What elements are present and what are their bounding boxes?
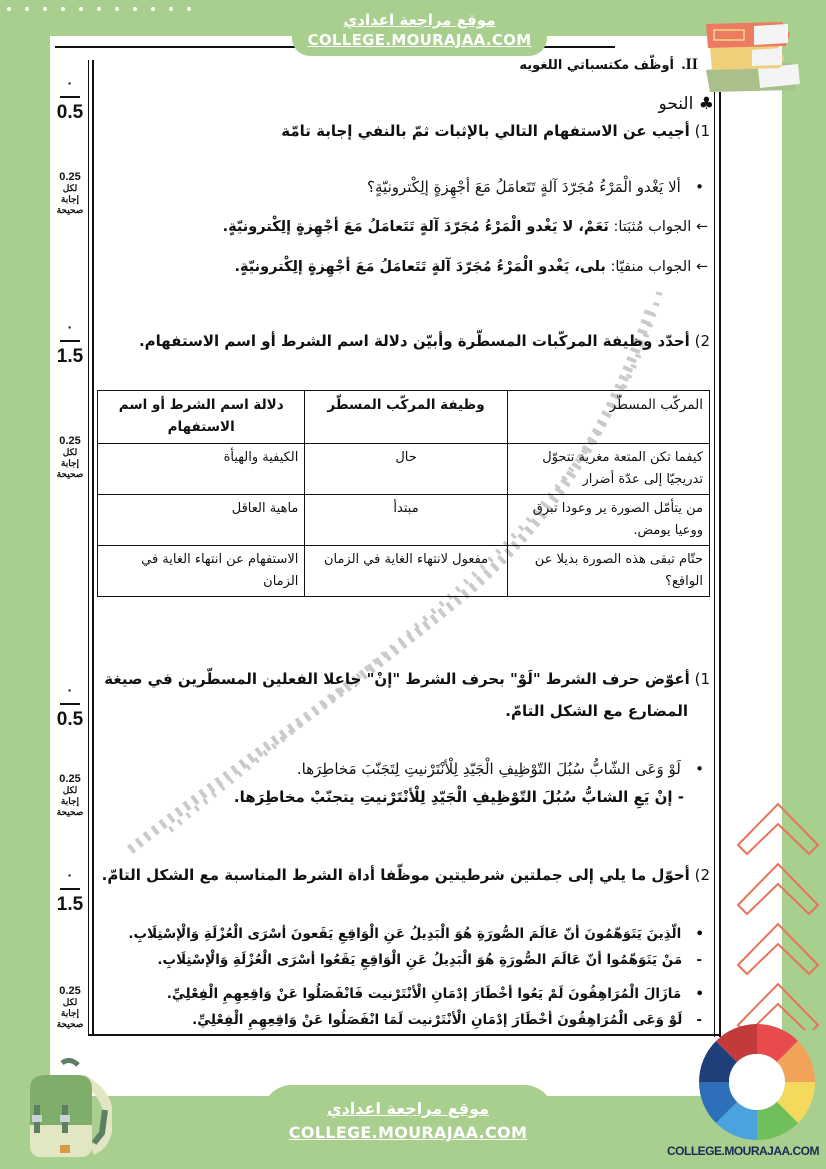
q1-instruction bbox=[281, 122, 710, 140]
score-box-4 bbox=[52, 867, 88, 916]
right-border bbox=[714, 92, 715, 1037]
header-meaning: دلالة اسم الشرط أو اسم الاستفهام bbox=[98, 391, 305, 444]
site-banner-top[interactable] bbox=[292, 4, 547, 56]
education-wheel-logo-icon bbox=[695, 1022, 820, 1147]
banner-arabic[interactable]: موقع مراجعة اعدادي bbox=[343, 11, 496, 29]
score-note-text: إجابة bbox=[60, 796, 80, 806]
score-bar bbox=[60, 703, 80, 705]
score-note-value: 0.25 bbox=[59, 171, 81, 183]
score-note-text: صحيحة bbox=[56, 807, 84, 817]
score-note-text: صحيحة bbox=[56, 205, 84, 215]
club-icon: ♣ bbox=[698, 94, 714, 114]
q3-number: 1) bbox=[694, 670, 710, 688]
site-banner-bottom[interactable] bbox=[262, 1085, 554, 1169]
q4-number: 2) bbox=[694, 866, 710, 884]
q4-answer: مَنْ يَتَوَهّمُوا أنّ عَالَمَ الصُّورَةِ هُوَ الْبَدِيلُ عَنِ الْوَاقِعِ يَقَعُوا أسْرَى الْعُزْلَةِ وَالْإسْتِلَابِ. bbox=[157, 952, 683, 968]
score-dot: · bbox=[67, 867, 73, 883]
score-bar bbox=[60, 96, 80, 98]
section-title bbox=[682, 56, 698, 74]
score-note-text: لكل bbox=[62, 447, 78, 457]
q4-item-1 bbox=[128, 926, 704, 942]
decorative-dots bbox=[0, 0, 220, 30]
backpack-icon bbox=[12, 1055, 112, 1165]
score-bar bbox=[60, 888, 80, 890]
q4-instruction-text: أحوّل ما يلي إلى جملتين شرطيتين موظّفا أداة الشرط المناسبة مع الشكل التامّ. bbox=[101, 866, 690, 884]
q2-instruction-text: أحدّد وظيفة المركّبات المسطّرة وأبيّن دلالة اسم الشرط أو اسم الاستفهام. bbox=[138, 332, 690, 350]
answer-label: ← الجواب منفيّا: bbox=[610, 259, 708, 275]
score-note-text: إجابة bbox=[60, 194, 80, 204]
score-note-value: 0.25 bbox=[59, 773, 81, 785]
dash-icon: - bbox=[696, 1012, 702, 1028]
answer-label: ← الجواب مُثبَتا: bbox=[613, 219, 708, 235]
score-note-1 bbox=[52, 172, 88, 216]
q1-question bbox=[367, 178, 704, 196]
q4-sentence: مَازَالَ الْمُرَاهِقُونَ لَمْ يَعُوا أخْطَارَ إدْمَانِ الْأنْتَرْنيت فَانْفَصَلُوا عَنْ وَاقِعِهِمِ الْفِعْلِيِّ. bbox=[166, 986, 682, 1002]
score-note-text: صحيحة bbox=[56, 469, 84, 479]
q3-instruction-line2: المضارع مع الشكل التامّ. bbox=[505, 702, 688, 720]
table-cell-meaning: الكيفية والهيأة bbox=[98, 444, 305, 495]
table-cell-phrase: حتّام تبقى هذه الصورة بديلا عن الواقع؟ bbox=[507, 546, 709, 597]
score-box-1 bbox=[52, 75, 88, 124]
table-header-row bbox=[98, 391, 710, 444]
q4-instruction bbox=[102, 866, 710, 884]
margin-border bbox=[88, 60, 89, 1035]
answer-text: نَعَمْ، لا يَغْدو الْمَرْءُ مُجَرّدَ آلةٍ تَتَعامَلُ مَعَ أجْهِزةٍ إلِكْترونيّةٍ. bbox=[222, 219, 609, 235]
table-row bbox=[98, 546, 710, 597]
brand-logo-text[interactable]: COLLEGE.MOURAJAA.COM bbox=[667, 1144, 819, 1158]
margin-border bbox=[92, 60, 94, 1035]
table-cell-function: مفعول لانتهاء الغاية في الزمان bbox=[305, 546, 507, 597]
banner-url[interactable]: COLLEGE.MOURAJAA.COM bbox=[307, 31, 532, 49]
table-cell-meaning: ماهية العاقل bbox=[98, 495, 305, 546]
bullet-icon: • bbox=[695, 760, 704, 778]
dash-icon: - bbox=[696, 952, 702, 968]
table-cell-function: حال bbox=[305, 444, 507, 495]
score-points: 0.5 bbox=[56, 709, 84, 730]
q1-instruction-text: أجيب عن الاستفهام التالي بالإثبات ثمّ بالنفي إجابة تامّة bbox=[281, 122, 690, 140]
score-points: 0.5 bbox=[56, 102, 84, 123]
chevrons-icon bbox=[734, 790, 819, 1030]
score-box-3 bbox=[52, 682, 88, 731]
score-note-text: لكل bbox=[62, 183, 78, 193]
score-note-3 bbox=[52, 774, 88, 818]
table-cell-phrase: من يتأمّل الصورة ير وعودا تبرق ووعيا يومض. bbox=[507, 495, 709, 546]
banner-url[interactable]: COLLEGE.MOURAJAA.COM bbox=[288, 1123, 528, 1142]
books-icon bbox=[700, 10, 810, 95]
q3-sentence-text: لَوْ وَعَى الشّابُّ سُبُلَ التّوْظِيفِ الْجَيّدِ لِلْأنْتَرْنيتِ لِتَجَنّبَ مَخاطِرَها. bbox=[296, 760, 681, 778]
q3-answer: - إنْ يَعِ الشابُّ سُبُلَ التّوْظِيفِ الْجَيّدِ لِلْأنْتَرْنيتِ يتجنّبْ مخاطِرَها. bbox=[233, 788, 684, 806]
score-note-text: إجابة bbox=[60, 458, 80, 468]
score-note-4 bbox=[52, 986, 88, 1030]
q4-answer: لَوْ وَعَى الْمُرَاهِقُونَ أخْطَارَ إدْمَانِ الْأنْتَرْنيت لَمَا انْفَصَلُوا عَنْ وَاقِعِهِمِ الْفِعْلِيِّ. bbox=[192, 1012, 683, 1028]
q1-question-text: ألا يَغْدو الْمَرْءُ مُجَرّدَ آلةٍ تَتَعامَلُ مَعَ أجْهِزةٍ إلِكْترونيّةٍ؟ bbox=[367, 178, 681, 196]
q3-instruction bbox=[104, 670, 710, 688]
q1-answer-affirm bbox=[223, 219, 708, 235]
score-points: 1.5 bbox=[56, 894, 84, 915]
q3-sentence bbox=[297, 760, 704, 778]
q4-sentence: الّذِينَ يَتَوَهّمُونَ أنّ عَالَمَ الصُّورَةِ هُوَ الْبَدِيلُ عَنِ الْوَاقِعِ يَقَعونَ أسْرَى الْعُزْلَةِ وَالْإسْتِلَابِ. bbox=[128, 926, 682, 942]
q2-number: 2) bbox=[694, 332, 710, 350]
score-note-value: 0.25 bbox=[59, 985, 81, 997]
score-dot: · bbox=[67, 319, 73, 335]
q2-instruction bbox=[139, 332, 710, 350]
q4-item-2 bbox=[167, 986, 704, 1002]
table-cell-phrase: كيفما تكن المتعة مغرية تتحوّل تدريجيّا إلى عدّة أضرار bbox=[507, 444, 709, 495]
score-points: 1.5 bbox=[56, 346, 84, 367]
score-note-text: إجابة bbox=[60, 1008, 80, 1018]
bottom-border bbox=[88, 1034, 721, 1036]
score-note-text: لكل bbox=[62, 997, 78, 1007]
bullet-icon: • bbox=[695, 986, 704, 1002]
right-border bbox=[719, 92, 721, 1037]
subsection-heading bbox=[659, 94, 714, 114]
answer-text: بلى، يَغْدو الْمَرْءُ مُجَرّدَ آلةٍ تَتَعامَلُ مَعَ أجْهِزةٍ إلِكْترونيّةٍ. bbox=[234, 259, 606, 275]
score-box-2 bbox=[52, 319, 88, 368]
score-note-text: صحيحة bbox=[56, 1019, 84, 1029]
analysis-table bbox=[97, 390, 710, 597]
subsection-title: النحو bbox=[658, 94, 694, 114]
section-number: II. bbox=[681, 56, 698, 73]
score-note-text: لكل bbox=[62, 785, 78, 795]
score-note-value: 0.25 bbox=[59, 435, 81, 447]
table-cell-function: مبتدأ bbox=[305, 495, 507, 546]
section-title-text: أوظّف مكتسباتي اللغويه bbox=[519, 58, 674, 73]
table-row bbox=[98, 495, 710, 546]
table-cell-meaning: الاستفهام عن انتهاء الغاية في الزمان bbox=[98, 546, 305, 597]
bullet-icon: • bbox=[695, 926, 704, 942]
score-dot: · bbox=[67, 75, 73, 91]
score-bar bbox=[60, 340, 80, 342]
q1-answer-negate bbox=[234, 259, 708, 275]
q1-number: 1) bbox=[694, 122, 710, 140]
banner-arabic[interactable]: موقع مراجعة اعدادي bbox=[326, 1099, 490, 1118]
q3-instruction-text: أعوّض حرف الشرط "لَوْ" بحرف الشرط "إنْ" جاعلا الفعلين المسطّرين في صيغة bbox=[104, 670, 690, 688]
score-note-2 bbox=[52, 436, 88, 480]
q4-answer-1 bbox=[157, 952, 702, 968]
q4-answer-2 bbox=[192, 1012, 702, 1028]
score-dot: · bbox=[67, 682, 73, 698]
bullet-icon: • bbox=[695, 178, 704, 196]
header-function: وظيفة المركّب المسطّر bbox=[305, 391, 507, 444]
header-phrase: المركّب المسطّر bbox=[507, 391, 709, 444]
table-row bbox=[98, 444, 710, 495]
